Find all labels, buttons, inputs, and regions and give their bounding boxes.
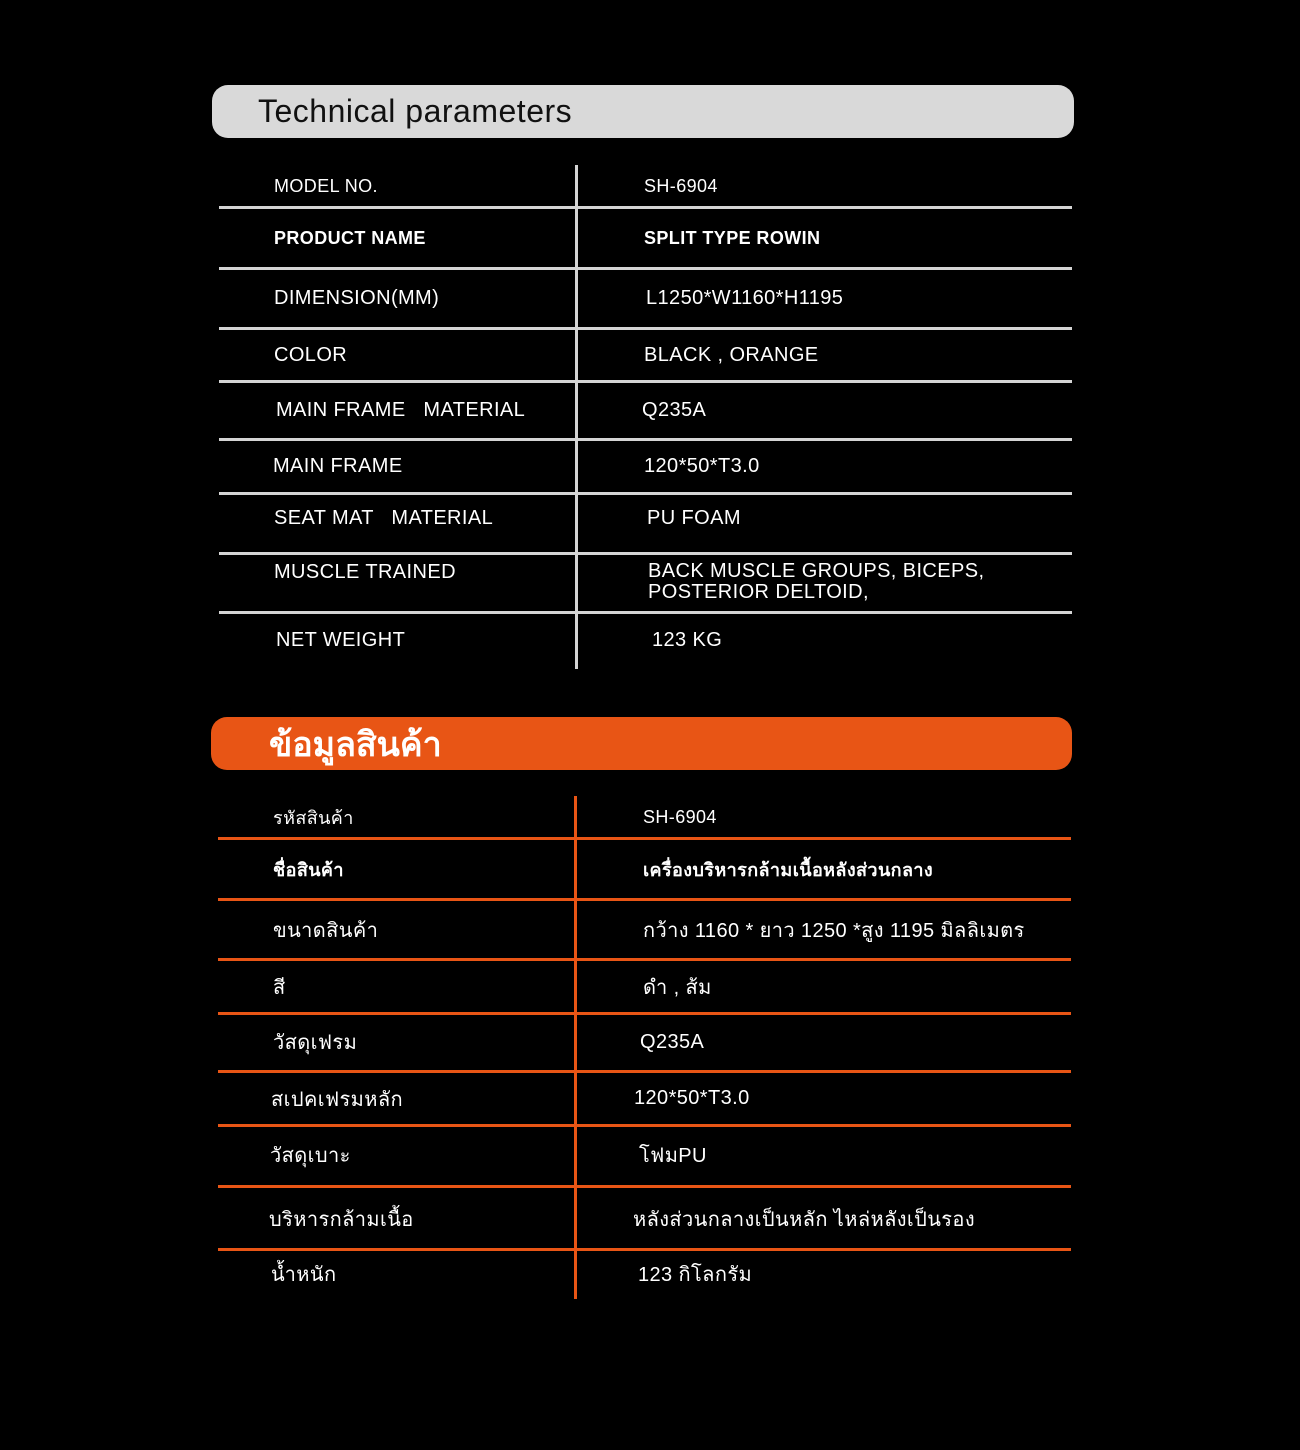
technical-parameters-title: Technical parameters — [258, 93, 573, 129]
row-value: L1250*W1160*H1195 — [646, 287, 844, 309]
table-row — [219, 614, 1072, 666]
table-row — [218, 1015, 1071, 1069]
row-label: MODEL NO. — [274, 175, 378, 196]
row-label: สี — [273, 976, 286, 999]
row-label: รหัสสินค้า — [273, 807, 354, 828]
table-row — [219, 555, 1072, 611]
row-label: MUSCLE TRAINED — [274, 561, 456, 583]
row-label: COLOR — [274, 343, 348, 366]
product-info-title: ข้อมูลสินค้า — [269, 726, 442, 764]
row-value: หลังส่วนกลางเป็นหลัก ไหล่หลังเป็นรอง — [633, 1208, 976, 1231]
row-label: บริหารกล้ามเนื้อ — [269, 1208, 414, 1231]
table-row — [219, 383, 1072, 438]
product-info-table — [218, 796, 1071, 1299]
row-value: 123 KG — [652, 628, 723, 651]
row-value: โฟมPU — [639, 1145, 707, 1167]
row-label: MAIN FRAME MATERIAL — [276, 399, 526, 421]
table-row — [219, 209, 1072, 267]
row-value: กว้าง 1160 * ยาว 1250 *สูง 1195 มิลลิเมตร — [643, 919, 1025, 942]
table-row — [219, 441, 1072, 492]
row-value-line: POSTERIOR DELTOID, — [648, 581, 869, 603]
table-row — [218, 1127, 1071, 1183]
table-row — [218, 840, 1071, 898]
table-row — [218, 1251, 1071, 1297]
table-row — [219, 165, 1072, 207]
table-row — [219, 270, 1072, 327]
row-value: ดำ , ส้ม — [643, 976, 712, 999]
row-label: ชื่อสินค้า — [273, 859, 344, 880]
table-row — [219, 495, 1072, 541]
row-value: SH-6904 — [644, 175, 718, 196]
technical-parameters-table — [219, 165, 1072, 669]
row-label: วัสดุเบาะ — [270, 1145, 351, 1167]
technical-parameters-header — [212, 85, 1074, 138]
table-row — [218, 796, 1071, 838]
table-row — [219, 330, 1072, 380]
row-label: MAIN FRAME — [273, 455, 403, 477]
row-label: DIMENSION(MM) — [274, 287, 440, 309]
row-value: 120*50*T3.0 — [634, 1087, 750, 1109]
table-row — [218, 1073, 1071, 1124]
row-value: เครื่องบริหารกล้ามเนื้อหลังส่วนกลาง — [643, 859, 934, 880]
row-label: PRODUCT NAME — [274, 227, 426, 248]
row-value: Q235A — [640, 1030, 705, 1053]
row-value: Q235A — [642, 399, 707, 421]
row-label: สเปคเฟรมหลัก — [271, 1088, 403, 1111]
row-value: BLACK , ORANGE — [644, 343, 819, 366]
product-info-header — [211, 717, 1072, 770]
table-row — [218, 1188, 1071, 1249]
table-row — [218, 961, 1071, 1012]
row-value: 120*50*T3.0 — [644, 455, 760, 477]
row-value: SH-6904 — [643, 806, 717, 827]
row-value — [648, 561, 984, 617]
row-label: NET WEIGHT — [276, 628, 406, 651]
row-value: PU FOAM — [647, 506, 741, 529]
row-value: 123 กิโลกรัม — [638, 1264, 753, 1286]
row-value: SPLIT TYPE ROWIN — [644, 227, 821, 248]
row-label: ขนาดสินค้า — [273, 919, 379, 942]
row-label: วัสดุเฟรม — [273, 1032, 358, 1054]
row-label: น้ำหนัก — [271, 1264, 337, 1286]
row-value-line: BACK MUSCLE GROUPS, BICEPS, — [648, 560, 985, 582]
row-label: SEAT MAT MATERIAL — [274, 506, 494, 529]
table-row — [218, 901, 1071, 958]
